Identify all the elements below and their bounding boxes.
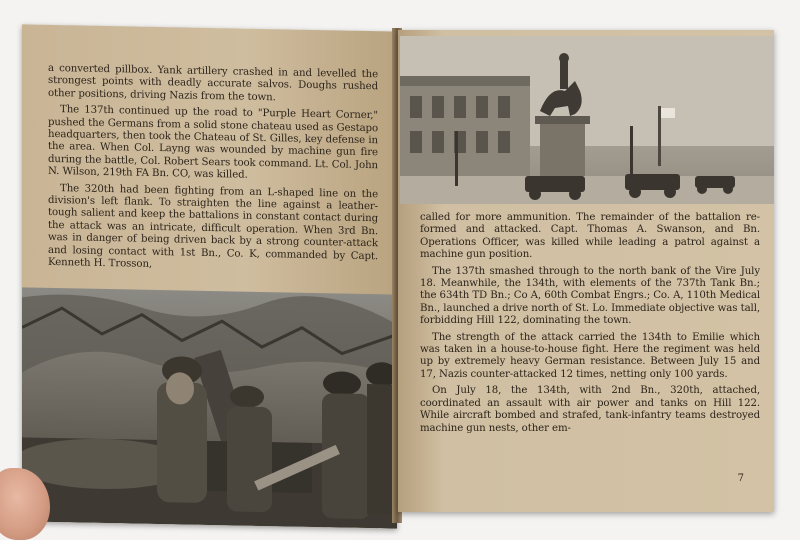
left-page-text [48,63,378,280]
right-paragraph: The strength of the attack carried the 134th to Emilie which was taken in a house-to-house fight. Here the regiment was held up by extremely heavy German resistance. Between July 15 and 17, Nazis counter-attacked 12 times, netting only 100 yards. [420,331,760,380]
left-paragraph: The 320th had been fighting from an L-shaped line on the division's left flank. To straighten the line against a leather-tough salient and keep the battalions in constant contact during the attack was an intricate, difficult operation. When 3rd Bn. was in danger of being driven back by a strong counter-attack and losing contact with 1st Bn., Co. K, commanded by Capt. Kenneth H. Trosson, [48,182,378,270]
town-square-photo [400,36,774,204]
left-page [22,24,397,528]
left-paragraph: The 137th continued up the road to "Purple Heart Corner," pushed the Germans from a solid stone chateau used as Gestapo headquarters, then took the Chateau of St. Gilles, key defense in the area. When Col. Layng was wounded by machine gun fire during the battle, Col. Robert Sears took command. Lt. Col. John N. Wilson, 219th FA Bn. CO, was killed. [48,104,378,181]
town-square-illustration [400,36,774,204]
right-page-text [420,212,760,439]
right-paragraph: On July 18, the 134th, with 2nd Bn., 320th, attached, coordinated an assault with air power and tanks on Hill 122. While aircraft bombed and strafed, tank-infantry teams destroyed machine gun nests, other em- [420,385,760,434]
artillery-crew-photo [22,287,397,528]
right-paragraph: The 137th smashed through to the north bank of the Vire July 18. Meanwhile, the 134th, with elements of the 737th Tank Bn.; the 634th TD Bn.; Co A, 60th Combat Engrs.; Co. A, 110th Medical Bn., launched a drive north of St. Lo. Immediate objective was tall, forbidding Hill 122, dominating the town. [420,265,760,327]
left-paragraph: a converted pillbox. Yank artillery crashed in and levelled the strongest points with deadly accurate salvos. Doughs rushed other positions, driving Nazis from the town. [48,62,378,104]
artillery-crew-illustration [22,287,397,528]
page-number: 7 [737,473,744,484]
right-page [398,30,774,512]
right-paragraph: called for more ammunition. The remainder of the battalion re-formed and attacked. Capt. Thomas A. Swanson, and Bn. Operations Officer, was killed while leading a patrol against a machine gun position. [420,212,760,261]
